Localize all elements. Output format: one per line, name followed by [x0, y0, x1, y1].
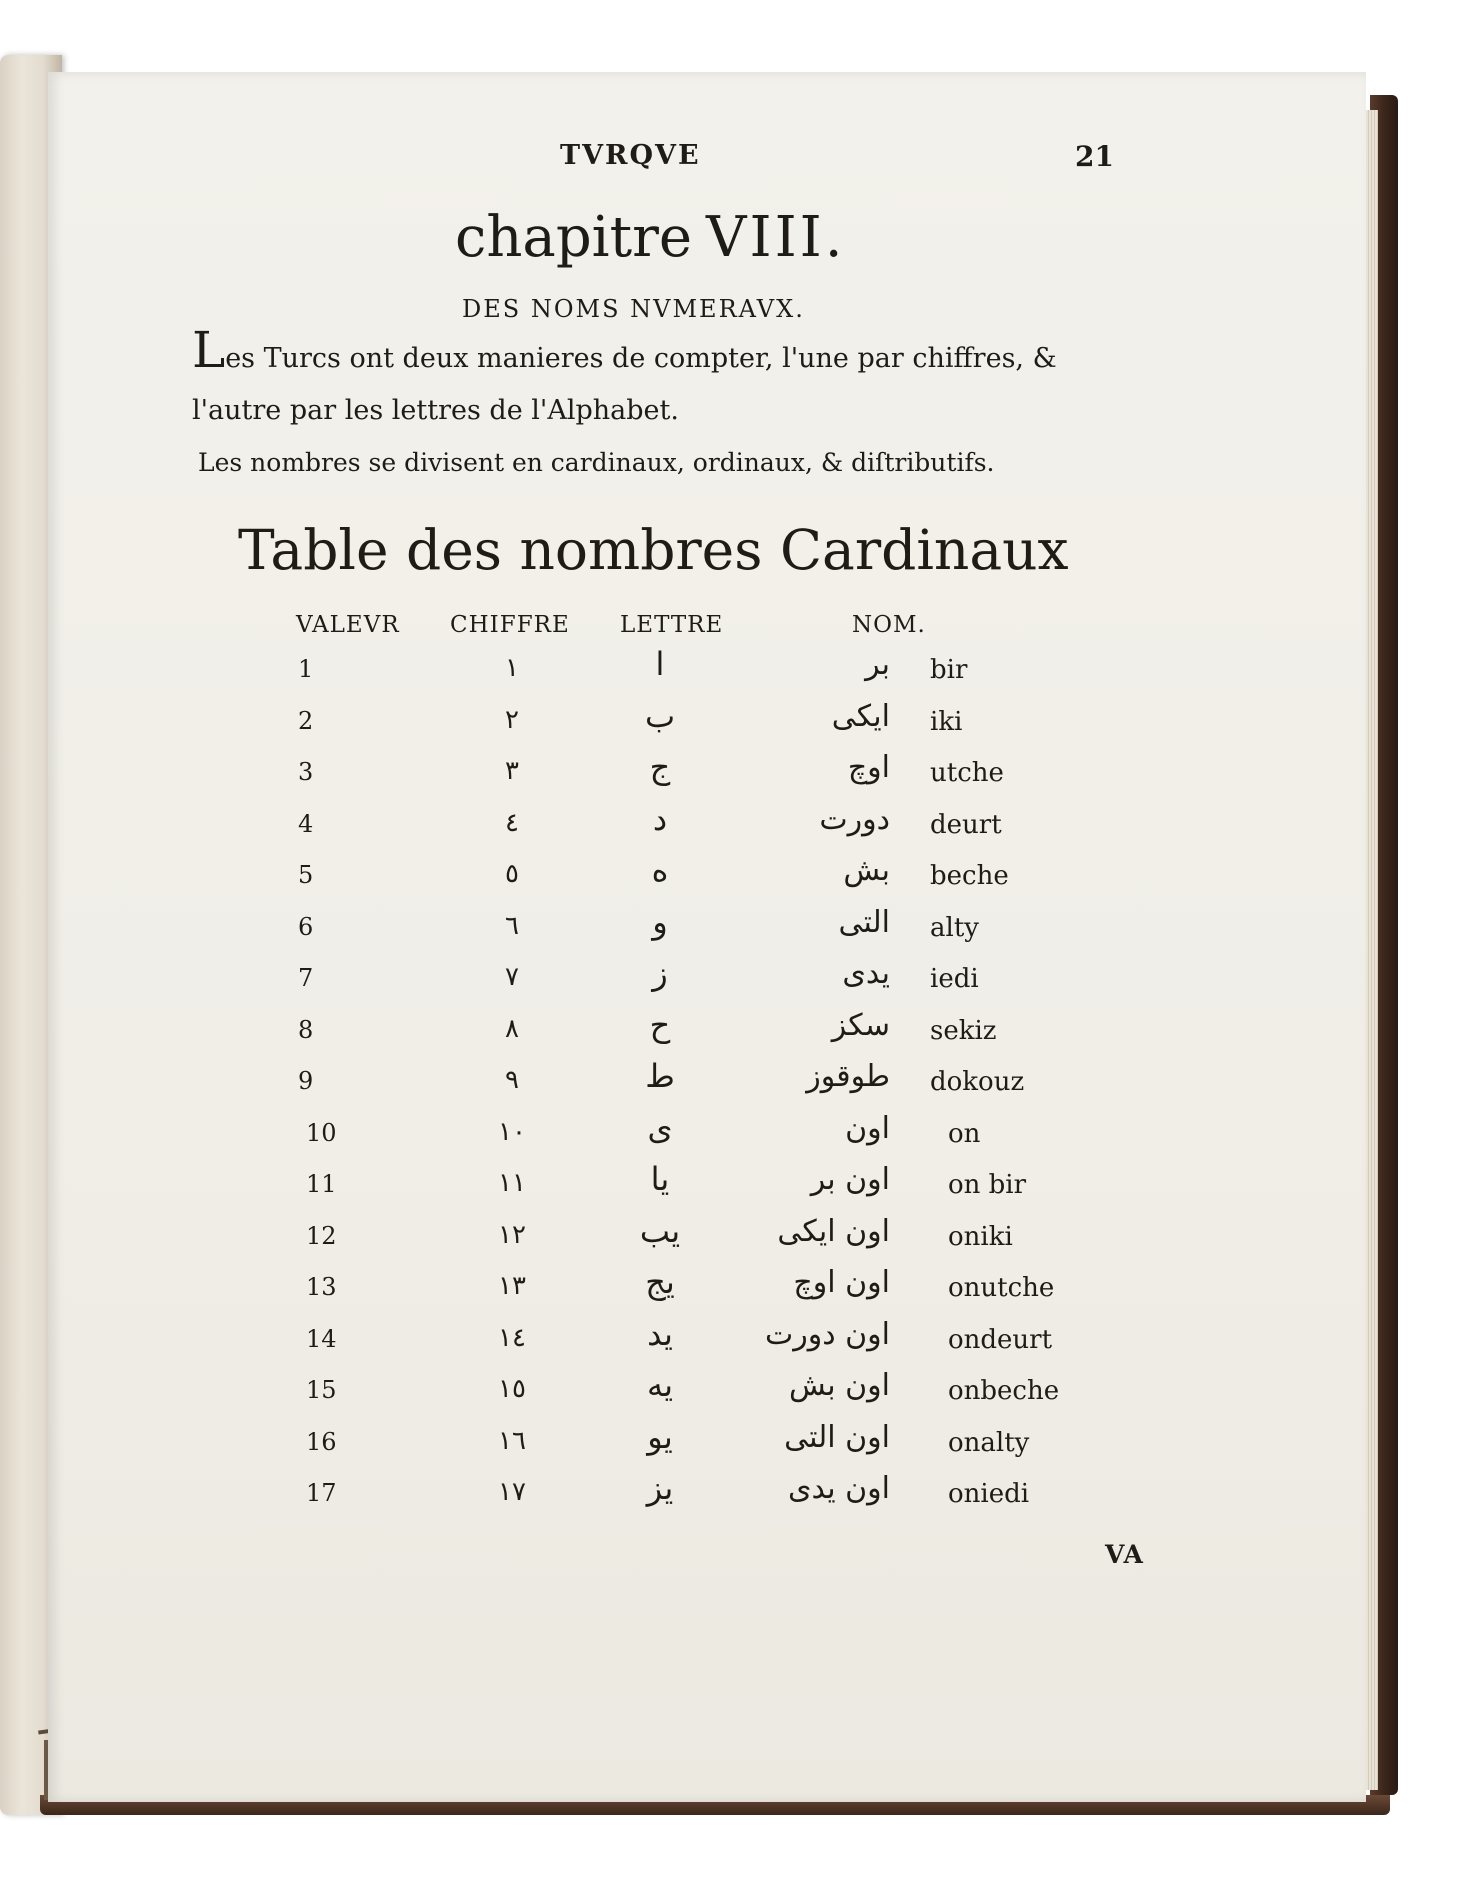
row-chiffre: ٥: [505, 859, 519, 889]
row-valeur: 6: [298, 913, 314, 941]
row-lettre: ه: [651, 851, 669, 889]
row-valeur: 8: [298, 1016, 314, 1044]
row-nom-latin: on: [948, 1119, 981, 1149]
row-nom-latin: deurt: [930, 810, 1002, 840]
row-lettre: ا: [655, 645, 665, 683]
row-nom-arabic: اون ایکی: [777, 1214, 890, 1249]
row-nom-latin: oniki: [948, 1222, 1013, 1252]
row-nom-arabic: بر: [865, 647, 890, 682]
row-chiffre: ٨: [505, 1014, 519, 1044]
row-lettre: یج: [645, 1263, 675, 1301]
row-chiffre: ١٣: [498, 1271, 526, 1301]
row-valeur: 10: [306, 1119, 337, 1147]
row-nom-latin: onutche: [948, 1273, 1055, 1303]
row-chiffre: ٢: [505, 705, 519, 735]
paragraph-2: l'autre par les lettres de l'Alphabet.: [192, 395, 679, 426]
row-nom-latin: onalty: [948, 1428, 1030, 1458]
row-nom-arabic: اون: [845, 1111, 890, 1146]
row-valeur: 15: [306, 1376, 337, 1404]
page-number: 21: [1075, 140, 1114, 173]
column-header-nom: NOM.: [852, 612, 926, 638]
column-header-lettre: LETTRE: [620, 612, 724, 638]
row-nom-latin: dokouz: [930, 1067, 1025, 1097]
row-nom-latin: onbeche: [948, 1376, 1060, 1406]
row-chiffre: ١٥: [498, 1374, 526, 1404]
row-lettre: ج: [649, 748, 671, 786]
catchword: VA: [1105, 1540, 1144, 1569]
row-valeur: 16: [306, 1428, 337, 1456]
row-nom-arabic: طوقوز: [806, 1059, 890, 1094]
row-valeur: 3: [298, 758, 314, 786]
row-chiffre: ٣: [505, 756, 519, 786]
row-valeur: 1: [298, 655, 314, 683]
chapter-subtitle: DES NOMS NVMERAVX.: [462, 295, 805, 323]
row-nom-arabic: اون دورت: [765, 1317, 890, 1352]
row-chiffre: ١٤: [498, 1323, 526, 1353]
row-nom-latin: iki: [930, 707, 963, 737]
row-nom-latin: iedi: [930, 964, 979, 994]
row-valeur: 13: [306, 1273, 337, 1301]
row-nom-arabic: اون بر: [810, 1162, 890, 1197]
row-nom-latin: beche: [930, 861, 1009, 891]
row-chiffre: ١٢: [498, 1220, 526, 1250]
row-valeur: 5: [298, 861, 314, 889]
row-nom-latin: bir: [930, 655, 968, 685]
row-chiffre: ١: [505, 653, 519, 683]
table-title: Table des nombres Cardinaux: [238, 518, 1069, 582]
chapter-numeral: VIII.: [706, 205, 846, 270]
row-lettre: ب: [644, 697, 676, 735]
column-header-chiffre: CHIFFRE: [450, 612, 570, 638]
row-nom-arabic: ایکی: [831, 699, 890, 734]
row-lettre: ط: [645, 1057, 675, 1095]
row-valeur: 4: [298, 810, 314, 838]
row-lettre: ح: [649, 1006, 671, 1044]
row-valeur: 17: [306, 1479, 337, 1507]
row-lettre: یا: [650, 1160, 670, 1198]
column-header-valeur: VALEVR: [296, 612, 400, 638]
row-nom-latin: alty: [930, 913, 979, 943]
row-chiffre: ٤: [505, 808, 519, 838]
row-nom-arabic: بش: [843, 853, 890, 888]
row-valeur: 11: [306, 1170, 337, 1198]
row-nom-arabic: اون یدی: [788, 1471, 890, 1506]
paragraph-1: [192, 321, 1057, 379]
row-nom-arabic: التی: [838, 905, 890, 940]
printed-page: [48, 72, 1366, 1802]
row-chiffre: ١٦: [498, 1426, 526, 1456]
chapter-heading: [455, 205, 846, 270]
row-valeur: 14: [306, 1325, 337, 1353]
row-chiffre: ١١: [498, 1168, 526, 1198]
drop-capital: L: [192, 321, 226, 379]
row-lettre: ز: [652, 954, 668, 992]
row-lettre: یب: [639, 1212, 681, 1250]
row-lettre: ی: [647, 1109, 673, 1147]
row-nom-arabic: اون التی: [784, 1420, 890, 1455]
row-lettre: یه: [646, 1366, 674, 1404]
row-nom-arabic: سکز: [831, 1008, 890, 1043]
row-lettre: د: [652, 800, 668, 838]
row-chiffre: ٧: [505, 962, 519, 992]
row-nom-arabic: اون اوچ: [793, 1265, 890, 1300]
row-nom-latin: utche: [930, 758, 1004, 788]
chapter-label: chapitre: [455, 205, 692, 270]
row-nom-arabic: یدی: [842, 956, 890, 991]
row-valeur: 9: [298, 1067, 314, 1095]
row-nom-latin: ondeurt: [948, 1325, 1053, 1355]
row-nom-arabic: اوچ: [847, 750, 890, 785]
row-valeur: 7: [298, 964, 314, 992]
paragraph-1-text: es Turcs ont deux manieres de compter, l'une par chiffres, &: [225, 343, 1057, 374]
row-valeur: 2: [298, 707, 314, 735]
running-title: TVRQVE: [560, 140, 701, 171]
row-chiffre: ١٧: [498, 1477, 526, 1507]
paragraph-3: Les nombres se divisent en cardinaux, ordinaux, & diſtributifs.: [198, 448, 995, 477]
row-nom-arabic: دورت: [819, 802, 890, 837]
row-lettre: و: [652, 903, 668, 941]
row-nom-latin: sekiz: [930, 1016, 997, 1046]
row-chiffre: ٦: [505, 911, 519, 941]
row-nom-arabic: اون بش: [789, 1368, 890, 1403]
row-nom-latin: oniedi: [948, 1479, 1030, 1509]
row-lettre: یز: [646, 1469, 674, 1507]
row-lettre: یو: [647, 1418, 673, 1456]
row-valeur: 12: [306, 1222, 337, 1250]
row-lettre: ید: [647, 1315, 673, 1353]
row-nom-latin: on bir: [948, 1170, 1027, 1200]
row-chiffre: ١٠: [498, 1117, 526, 1147]
row-chiffre: ٩: [505, 1065, 519, 1095]
